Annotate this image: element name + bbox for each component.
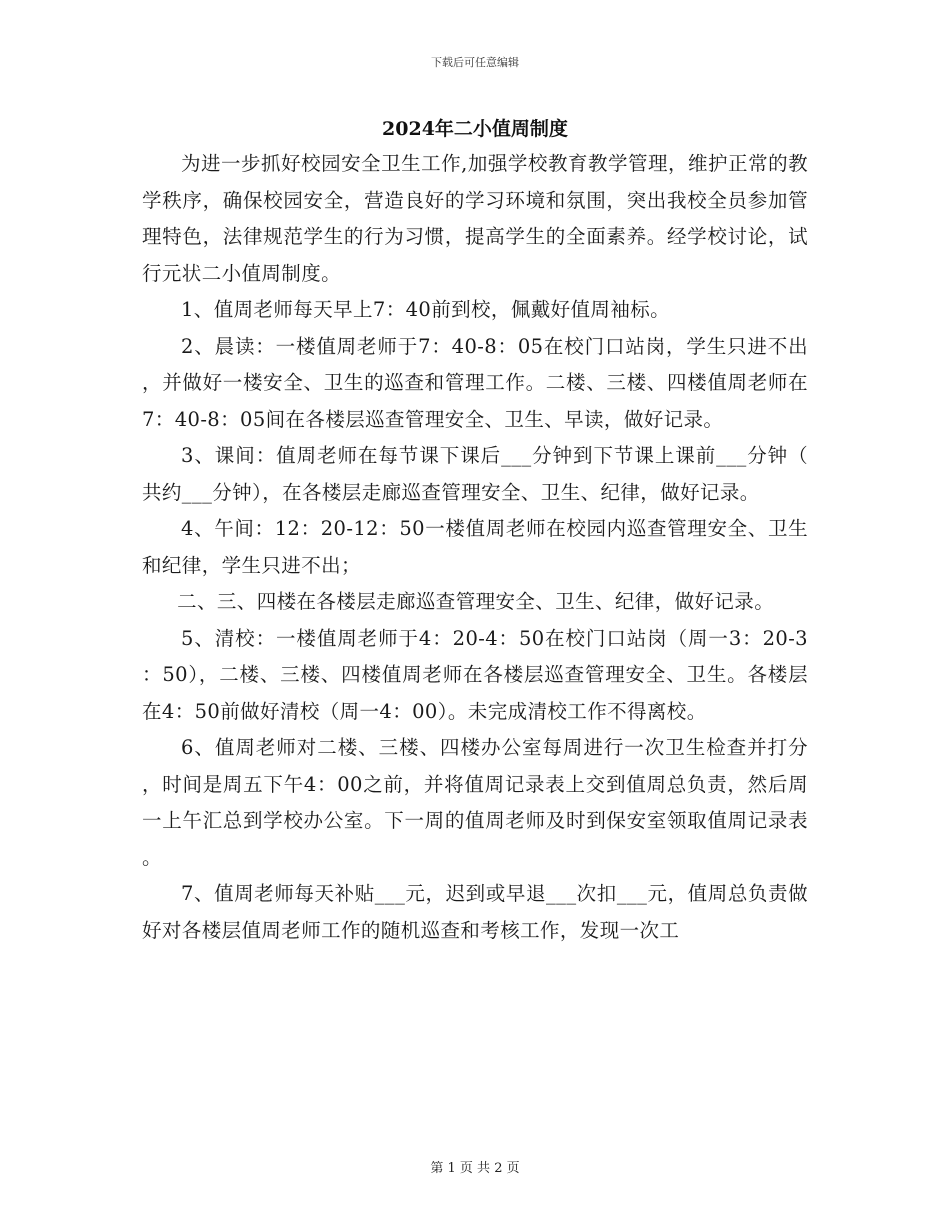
paragraph-item-3: 3、课间：值周老师在每节课下课后___分钟到下节课上课前___分钟（共约___分钟），在各楼层走廊巡查管理安全、卫生、纪律，做好记录。	[142, 444, 808, 504]
paragraph-item-6: 6、值周老师对二楼、三楼、四楼办公室每周进行一次卫生检查并打分，时间是周五下午4：00之前，并将值周记录表上交到值周总负责，然后周一上午汇总到学校办公室。下一周的值周老师及时到保安室领取值周记录表。	[142, 736, 808, 869]
paragraph-item-7: 7、值周老师每天补贴___元，迟到或早退___次扣___元，值周总负责做好对各楼层值周老师工作的随机巡查和考核工作，发现一次工	[142, 882, 808, 942]
page-header-note: 下载后可任意编辑	[431, 56, 519, 69]
paragraph-intro: 为进一步抓好校园安全卫生工作,加强学校教育教学管理，维护正常的教学秩序，确保校园安全，营造良好的学习环境和氛围，突出我校全员参加管理特色，法律规范学生的行为习惯，提高学生的全面素养。经学校讨论，试行元状二小值周制度。	[142, 152, 808, 285]
paragraph-item-5: 5、清校：一楼值周老师于4：20-4：50在校门口站岗（周一3：20-3：50），二楼、三楼、四楼值周老师在各楼层巡查管理安全、卫生。各楼层在4：50前做好清校（周一4：00）。未完成清校工作不得离校。	[142, 626, 808, 723]
paragraph-item-4-cont: 二、三、四楼在各楼层走廊巡查管理安全、卫生、纪律，做好记录。	[177, 590, 775, 613]
paragraph-item-4: 4、午间：12：20-12：50一楼值周老师在校园内巡查管理安全、卫生和纪律，学生只进不出；	[142, 517, 808, 577]
page-number: 第 1 页 共 2 页	[430, 1161, 520, 1176]
paragraph-item-2: 2、晨读：一楼值周老师于7：40-8：05在校门口站岗，学生只进不出，并做好一楼安全、卫生的巡查和管理工作。二楼、三楼、四楼值周老师在7：40-8：05间在各楼层巡查管理安全、卫生、早读，做好记录。	[142, 334, 808, 431]
document-title: 2024年二小值周制度	[382, 118, 568, 140]
document-body	[142, 146, 808, 949]
paragraph-item-1: 1、值周老师每天早上7：40前到校，佩戴好值周袖标。	[181, 298, 671, 321]
